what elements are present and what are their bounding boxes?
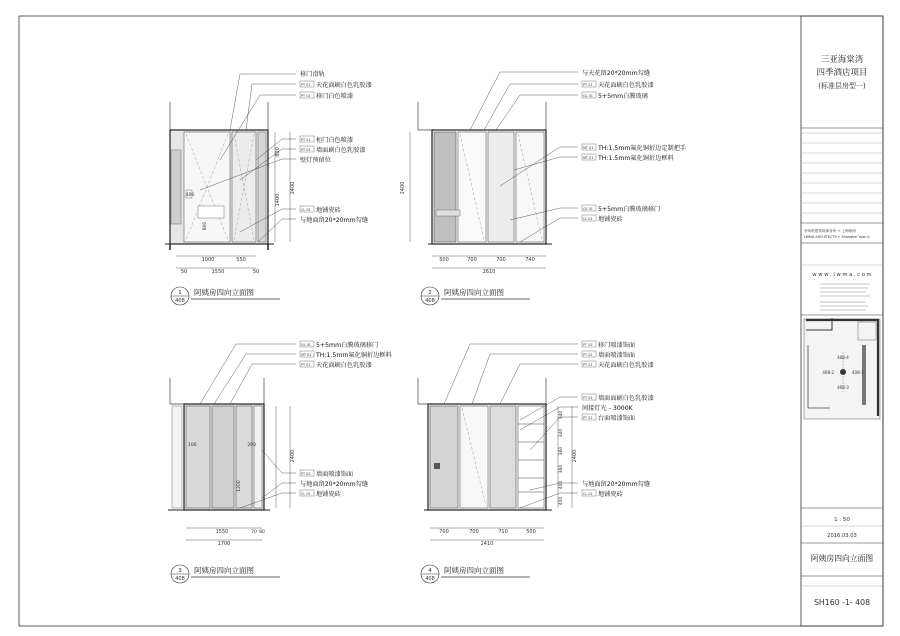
v3-sheet: 408: [175, 576, 185, 582]
v4-dim-s3: 360: [559, 446, 564, 456]
v3-code-1: GL 01: [301, 343, 311, 347]
v1-dim-s2: 2400: [290, 181, 296, 195]
website: w w w . l w m a . c o m: [812, 272, 872, 278]
v4-code-3: PT 01: [583, 363, 593, 367]
elevation-2: [400, 69, 686, 305]
v4-dim-b1: 700: [439, 529, 449, 535]
office-address-lines: [820, 284, 870, 310]
v3-dim-s4: 2400: [290, 449, 296, 463]
v2-note-2: 天花面刷白色乳胶漆: [598, 82, 654, 89]
elevation-4: [418, 341, 654, 583]
v1-dim-s3: 1400: [275, 193, 281, 207]
elevation-1: [165, 70, 372, 305]
v4-note-3: 天花面刷白色乳胶漆: [598, 362, 654, 369]
v2-code-5: MT 01: [583, 156, 594, 160]
v2-note-7: 地铺瓷砖: [598, 216, 623, 223]
v4-dim-s7: 2400: [572, 449, 578, 463]
v1-note-2: 天花面刷白色乳胶漆: [316, 82, 372, 89]
v2-note-3: 5+5mm白膜玻璃: [598, 93, 648, 100]
v2-code-6: GL 01: [583, 207, 593, 211]
v4-code-6: PT 02: [583, 416, 593, 420]
v4-code-4: PT 01: [583, 396, 593, 400]
v2-caption: 阿姨房四向立面图: [444, 288, 504, 297]
v3-note-5: 与地面留20*20mm勾缝: [300, 481, 369, 488]
project-line2: 四季酒店项目: [816, 68, 868, 78]
project-line1: 三亚海棠湾: [820, 55, 864, 65]
v4-dim-s2: 340: [559, 428, 564, 438]
key-plan-label-3: 408-1: [852, 370, 864, 375]
firm-en: LWMA ARCHITECTS + Shanghai Yuan Ji: [804, 235, 870, 239]
v4-code-1: PT 02: [583, 343, 593, 347]
v3-code-4: PT 02: [301, 472, 311, 476]
v2-dim-s1: 2400: [400, 181, 406, 195]
v3-code-6: CL 01: [301, 492, 311, 496]
drawing-title: 阿姨房四向立面图: [810, 554, 874, 563]
v3-code-2: MT 01: [301, 353, 312, 357]
v2-dim-b3: 700: [496, 257, 506, 263]
project-line3: (标准层房型一): [818, 82, 866, 90]
v3-note-1: 5+5mm白膜玻璃移门: [316, 342, 379, 349]
v1-note-4: 柜门白色喷漆: [316, 137, 354, 144]
v3-code-3: PT 01: [301, 363, 311, 367]
v3-dim-s3: 1200: [237, 480, 242, 492]
v1-code-5: PT 01: [301, 148, 311, 152]
v3-dim-b1: 1550: [215, 529, 229, 535]
v1-code-2: PT 01: [301, 83, 311, 87]
v2-number: 2: [428, 290, 432, 296]
v2-note-5: TH:1.5mm氟化铜折边框料: [598, 155, 674, 162]
v3-note-4: 墙面喷漆饰面: [316, 471, 354, 478]
elevation-3: [168, 341, 393, 583]
v1-dim-b4: 50: [180, 269, 188, 275]
v1-sheet: 408: [175, 298, 185, 304]
v4-note-4: 墙面面刷白色乳胶漆: [598, 395, 654, 402]
v4-dim-s1: 340: [559, 410, 564, 420]
v4-dim-s6: 400: [559, 496, 564, 506]
v2-code-7: CL 01: [583, 217, 593, 221]
v4-dim-b5: 2410: [480, 541, 494, 547]
v1-number: 1: [178, 290, 182, 296]
v4-dim-s4: 360: [559, 464, 564, 474]
v1-dim-s5: 800: [203, 221, 208, 231]
v1-note-5: 墙面刷白色乳胶漆: [316, 147, 366, 154]
key-plan-label-1: 408-4: [837, 355, 849, 360]
v2-code-2: PT 01: [583, 83, 593, 87]
v2-sheet: 408: [425, 298, 435, 304]
key-plan-label-4: 408-3: [837, 385, 849, 390]
v4-code-2: PT 02: [583, 353, 593, 357]
v3-caption: 阿姨房四向立面图: [194, 566, 254, 575]
v4-dim-b3: 710: [498, 529, 508, 535]
v3-note-3: 天花面刷白色乳胶漆: [316, 362, 372, 369]
v4-note-2: 墙面喷漆饰面: [598, 352, 636, 359]
v1-dim-b5: 50: [252, 269, 260, 275]
v3-dim-b3: 80: [259, 530, 265, 535]
v2-note-4: TH:1.5mm氟化铜折边定制把手: [598, 145, 687, 152]
v4-note-6: 台面喷漆饰面: [598, 415, 636, 422]
v1-dim-b3: 1550: [211, 269, 225, 275]
v1-dim-s4: 400: [185, 193, 195, 198]
v1-dim-b2: 550: [236, 257, 246, 263]
v4-dim-s5: 400: [559, 480, 564, 490]
v2-code-4: MT 01: [583, 146, 594, 150]
v3-note-2: TH:1.5mm氟化铜折边框料: [316, 352, 392, 359]
v2-dim-b5: 2610: [482, 269, 496, 275]
v3-number: 3: [178, 568, 182, 574]
v4-sheet: 408: [425, 576, 435, 582]
v1-dim-s1: 800: [275, 147, 281, 157]
v2-note-6: 5+5mm白膜玻璃移门: [598, 206, 661, 213]
v1-code-4: PT 01: [301, 138, 311, 142]
v1-note-8: 与地面留20*20mm勾缝: [300, 217, 369, 224]
v1-note-7: 地铺瓷砖: [316, 207, 341, 214]
title-block: [801, 54, 883, 607]
v3-dim-s1: 100: [188, 443, 197, 448]
v3-note-6: 地铺瓷砖: [316, 491, 341, 498]
v4-dim-b4: 500: [526, 529, 536, 535]
v2-dim-b1: 500: [439, 257, 449, 263]
v3-dim-b4: 1700: [217, 541, 231, 547]
v1-code-3: PT 01: [301, 94, 311, 98]
v1-note-1: 移门滑轨: [300, 71, 325, 78]
v2-dim-b4: 740: [525, 257, 535, 263]
scale-value: 1 : 50: [834, 517, 850, 523]
v1-note-6: 壁灯预留位: [300, 157, 331, 164]
sheet-border: [19, 16, 883, 626]
firm-cn: 李玮珉建筑师事务所 + 上海联尚: [804, 229, 857, 233]
v4-note-1: 移门喷漆饰面: [598, 342, 636, 349]
v4-note-8: 地铺瓷砖: [598, 491, 623, 498]
v1-note-3: 移门白色喷漆: [316, 93, 354, 100]
v4-code-8: CL 01: [583, 492, 593, 496]
key-plan-label-2: 408-2: [822, 370, 834, 375]
v2-code-3: GL 01: [583, 94, 593, 98]
v2-dim-b2: 700: [467, 257, 477, 263]
v4-caption: 阿姨房四向立面图: [444, 566, 504, 575]
v4-note-5: 间接灯光 - 3000K: [582, 405, 633, 412]
v2-note-1: 与天花留20*20mm勾缝: [582, 70, 651, 77]
date-value: 2016.03.03: [827, 533, 857, 539]
v4-number: 4: [428, 568, 432, 574]
v4-dim-b2: 700: [469, 529, 479, 535]
v1-caption: 阿姨房四向立面图: [194, 288, 254, 297]
v3-dim-b2: 70: [251, 530, 257, 535]
v1-code-7: CL 01: [301, 208, 311, 212]
drawing-number: SH160 -1- 408: [813, 598, 871, 607]
v1-dim-b1: 1000: [201, 257, 215, 263]
key-plan: [804, 318, 880, 419]
v3-dim-s2: 200: [247, 443, 256, 448]
v4-note-7: 与地面留20*20mm勾缝: [582, 481, 651, 488]
